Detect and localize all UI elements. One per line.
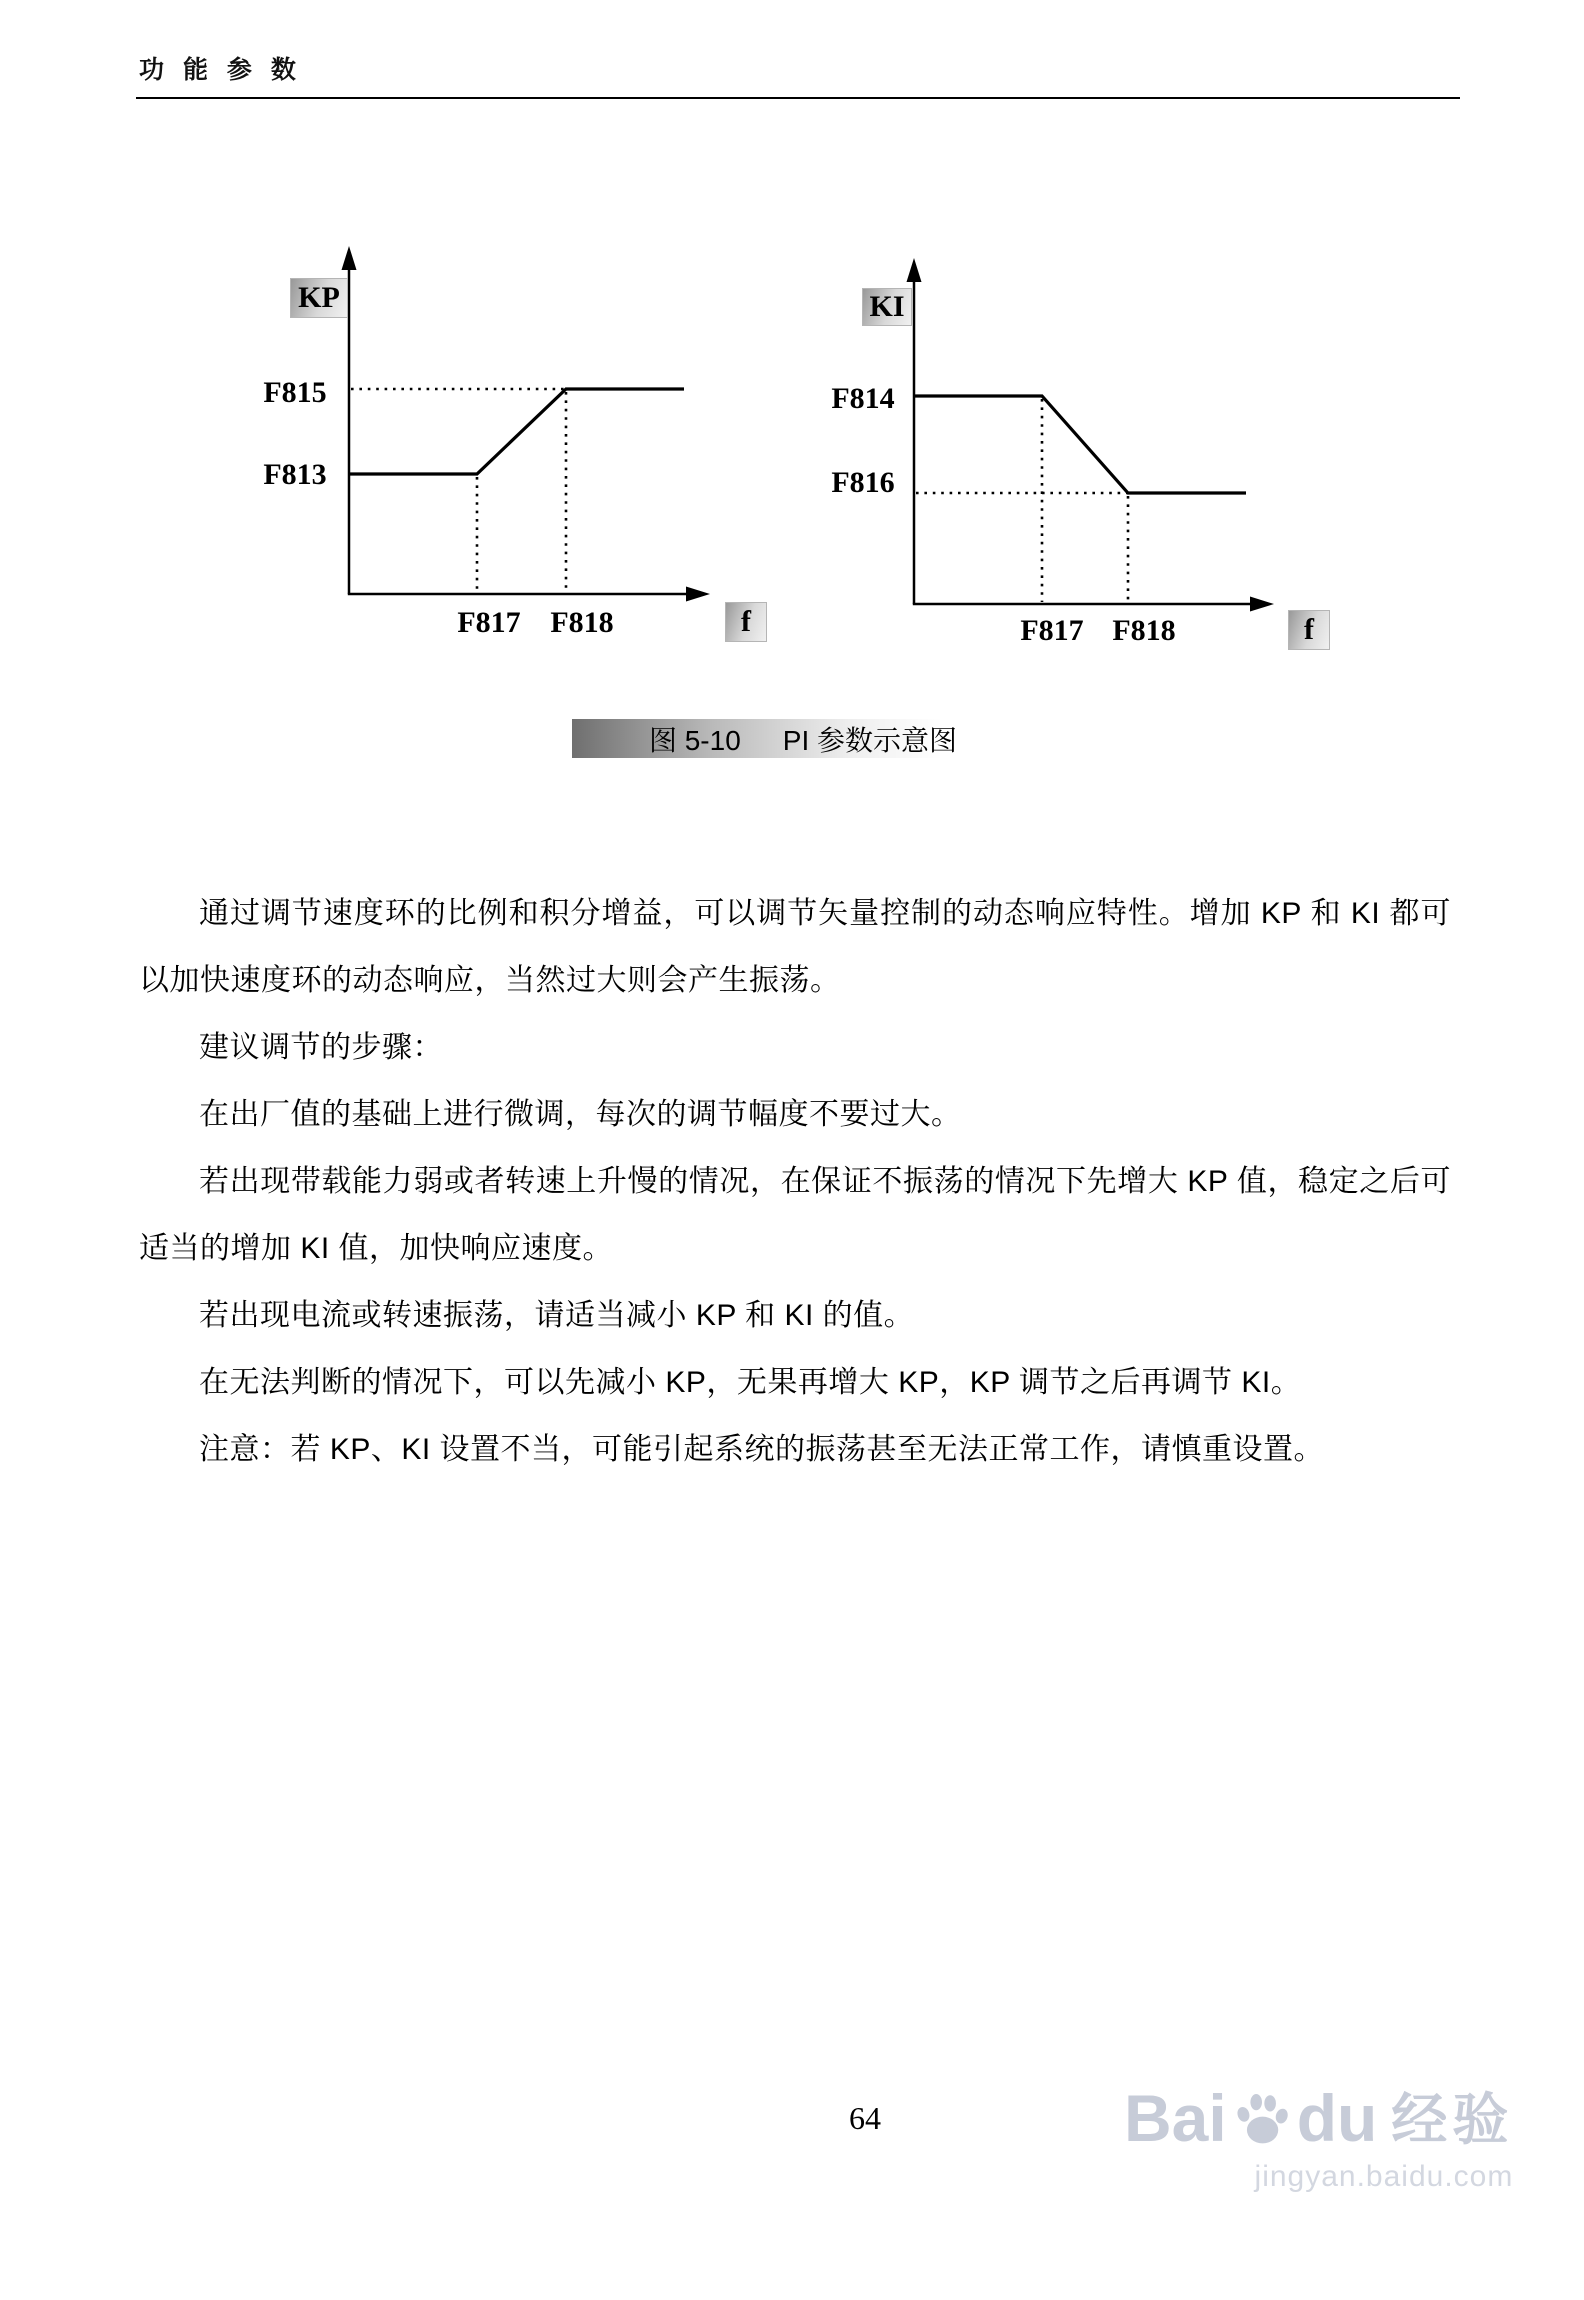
page-number: 64	[849, 2100, 881, 2136]
ki-frequency-label: f	[1304, 613, 1314, 646]
kp-curve	[350, 389, 684, 474]
ki-x1-label: F817	[1020, 614, 1084, 647]
ki-x2-label: F818	[1112, 614, 1176, 647]
paragraph-intro: 通过调节速度环的比例和积分增益，可以调节矢量控制的动态响应特性。增加 KP 和 KI 都可以加快速度环的动态响应，当然过大则会产生振荡。	[139, 897, 1451, 997]
kp-y-axis-arrow	[342, 246, 357, 270]
ki-frequency-label-box	[1288, 610, 1330, 650]
baidu-paw-icon	[1233, 2090, 1291, 2148]
body-text	[139, 880, 1451, 1483]
pi-parameter-diagrams	[0, 0, 1584, 700]
figure-caption	[572, 719, 1034, 758]
page-header-title: 功 能 参 数	[139, 56, 302, 84]
paragraph-steps-heading: 建议调节的步骤：	[199, 1031, 443, 1064]
ki-curve	[915, 396, 1246, 493]
ki-x-axis-arrow	[1250, 597, 1274, 612]
ki-upper-level-label: F814	[831, 382, 895, 415]
watermark-site-url: jingyan.baidu.com	[1254, 2160, 1514, 2193]
baidu-watermark	[1124, 2081, 1514, 2194]
kp-frequency-label-box	[725, 602, 767, 642]
kp-x-axis-arrow	[686, 587, 710, 602]
watermark-brand	[1124, 2081, 1514, 2155]
kp-frequency-label: f	[741, 605, 751, 638]
paragraph-step-3: 若出现电流或转速振荡，请适当减小 KP 和 KI 的值。	[199, 1299, 915, 1332]
watermark-brand-prefix: Bai	[1124, 2081, 1227, 2155]
figure-caption-title: PI 参数示意图	[782, 724, 958, 756]
paragraph-step-4: 在无法判断的情况下，可以先减小 KP，无果再增大 KP，KP 调节之后再调节 KI。	[199, 1366, 1302, 1399]
paragraph-step-2: 若出现带载能力弱或者转速上升慢的情况，在保证不振荡的情况下先增大 KP 值，稳定之后可适当的增加 KI 值，加快响应速度。	[139, 1165, 1451, 1265]
ki-y-axis-arrow	[907, 258, 922, 282]
watermark-brand-cn: 经验	[1391, 2088, 1514, 2151]
kp-lower-level-label: F813	[263, 458, 327, 491]
kp-axis-label: KP	[298, 281, 340, 314]
watermark-brand-suffix: du	[1296, 2081, 1378, 2155]
ki-axis-label: KI	[869, 290, 905, 323]
ki-axis-label-box	[862, 288, 912, 326]
kp-x1-label: F817	[457, 606, 521, 639]
ki-dotted-guides	[916, 399, 1128, 602]
kp-x2-label: F818	[550, 606, 614, 639]
kp-chart-axes	[348, 264, 692, 594]
ki-chart-axes	[913, 276, 1256, 604]
figure-caption-number: 图 5-10	[648, 724, 741, 756]
kp-upper-level-label: F815	[263, 376, 327, 409]
paragraph-note: 注意：若 KP、KI 设置不当，可能引起系统的振荡甚至无法正常工作，请慎重设置。	[199, 1433, 1325, 1466]
ki-lower-level-label: F816	[831, 466, 895, 499]
kp-axis-label-box	[290, 278, 348, 318]
paragraph-step-1: 在出厂值的基础上进行微调，每次的调节幅度不要过大。	[199, 1098, 962, 1131]
